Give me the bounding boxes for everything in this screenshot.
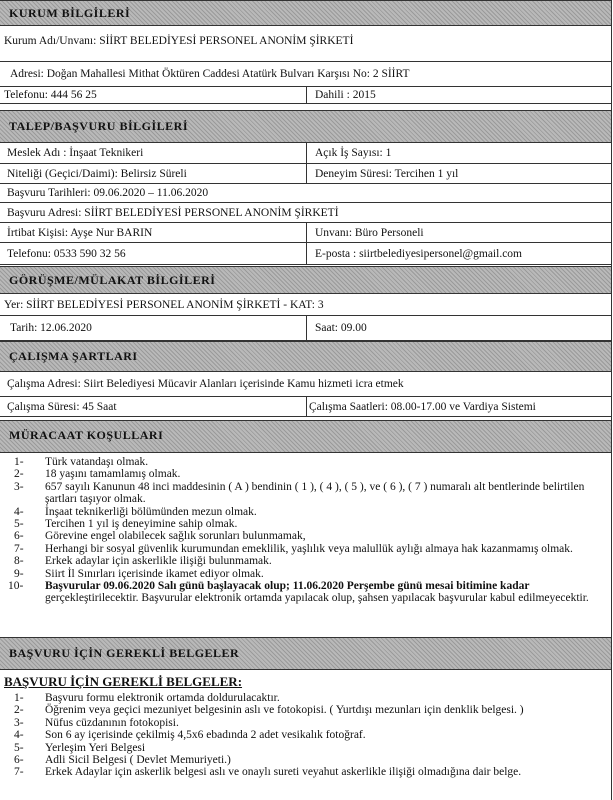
section-title: KURUM BİLGİLERİ (9, 6, 131, 20)
gorusme-saati: Saat: 09.00 (315, 322, 367, 334)
talep-row-telefon (0, 243, 612, 265)
kurum-phone: Telefonu: 444 56 25 (4, 89, 97, 101)
irtibat-unvani: Unvanı: Büro Personeli (315, 226, 424, 239)
item-number: 10- (8, 580, 24, 593)
item-text: Görevine engel olabilecek sağlık sorunları bulunmamak, (45, 530, 306, 543)
section-header-calisma (0, 341, 612, 372)
section-title: MÜRACAAT KOŞULLARI (9, 428, 164, 442)
nitelik: Niteliği (Geçici/Daimi): Belirsiz Süreli (7, 167, 187, 180)
talep-row-irtibat (0, 223, 612, 243)
kurum-name: Kurum Adı/Unvanı: SİİRT BELEDİYESİ PERSONEL ANONİM ŞİRKETİ (4, 35, 354, 47)
gorusme-yeri: Yer: SİİRT BELEDİYESİ PERSONEL ANONİM ŞİRKETİ - KAT: 3 (4, 298, 324, 311)
list-item (0, 729, 612, 741)
talep-row-nitelik (0, 164, 612, 184)
item-number: 3- (14, 480, 24, 493)
calisma-row-sure (0, 397, 612, 417)
irtibat-kisisi: İrtibat Kişisi: Ayşe Nur BARIN (7, 226, 153, 239)
list-item (0, 468, 612, 480)
calisma-adresi: Çalışma Adresi: Siirt Belediyesi Mücavir Alanları içerisinde Kamu hizmeti icra etmek (7, 378, 404, 390)
basvuru-tarihleri: Başvuru Tarihleri: 09.06.2020 – 11.06.2020 (7, 187, 209, 199)
list-item (0, 530, 612, 542)
item-number: 2- (14, 468, 24, 481)
list-item (0, 580, 612, 605)
item-number: 6- (14, 754, 24, 767)
list-item (0, 692, 612, 704)
item-number: 8- (14, 555, 24, 568)
section-title: GÖRÜŞME/MÜLAKAT BİLGİLERİ (9, 273, 216, 287)
calisma-row-adres (0, 372, 612, 397)
irtibat-eposta[interactable]: E-posta : siirtbelediyesipersonel@gmail.com (315, 247, 522, 260)
section-header-muracaat (0, 420, 612, 453)
item-text: 657 sayılı Kanunun 48 inci maddesinin ( A ) bendinin ( 1 ), ( 4 ), ( 5 ), ve ( 6 ), ( 7 ) numaralı alt bentlerinde belirtilen şartları taşıyor olmak. (45, 480, 585, 506)
gorusme-row-yer (0, 294, 612, 316)
item-text: Siirt İl Sınırları içerisinde ikamet ediyor olmak. (45, 567, 264, 580)
belgeler-list (0, 692, 612, 779)
item-number: 7- (14, 542, 24, 555)
item-number: 1- (14, 692, 24, 704)
item-number: 1- (14, 456, 24, 468)
section-header-gorusme (0, 266, 612, 294)
item-text: 18 yaşını tamamlamış olmak. (45, 468, 181, 481)
item-text: Türk vatandaşı olmak. (45, 456, 149, 468)
gorusme-tarihi: Tarih: 12.06.2020 (10, 322, 92, 334)
talep-row-tarihler (0, 184, 612, 203)
list-item (0, 704, 612, 716)
kurum-extension: Dahili : 2015 (315, 89, 376, 101)
item-number: 5- (14, 741, 24, 754)
gorusme-row-tarih (0, 316, 612, 341)
talep-row-meslek (0, 143, 612, 164)
list-item (0, 506, 612, 518)
kurum-name-row (0, 26, 612, 62)
muracaat-list (0, 456, 612, 605)
calisma-saatleri: Çalışma Saatleri: 08.00-17.00 ve Vardiya Sistemi (309, 400, 536, 413)
section-title: ÇALIŞMA ŞARTLARI (9, 349, 138, 363)
meslek-adi: Meslek Adı : İnşaat Teknikeri (7, 147, 144, 159)
list-item (0, 568, 612, 580)
item-text: İnşaat teknikerliği bölümünden mezun olmak. (45, 505, 257, 518)
section-header-kurum (0, 0, 612, 26)
item-text: Adli Sicil Belgesi ( Devlet Memuriyeti.) (45, 754, 231, 767)
item-number: 4- (14, 505, 24, 518)
item-text: Öğrenim veya geçici mezuniyet belgesinin aslı ve fotokopisi. ( Yurtdışı mezunları için denklik belgesi. ) (45, 704, 524, 717)
item-text: Son 6 ay içerisinde çekilmiş 4,5x6 ebadında 2 adet vesikalık fotoğraf. (45, 729, 366, 742)
item-number: 5- (14, 518, 24, 531)
list-item (0, 766, 612, 778)
talep-row-adres (0, 203, 612, 223)
list-item (0, 717, 612, 729)
item-text: Başvuru formu elektronik ortamda doldurulacaktır. (45, 692, 280, 704)
item-number: 2- (14, 704, 24, 717)
list-item (0, 456, 612, 468)
deneyim-suresi: Deneyim Süresi: Tercihen 1 yıl (315, 167, 459, 180)
item-text: Herhangi bir sosyal güvenlik kurumundan emeklilik, yaşlılık veya malullük aylığı almaya hak kazanmamış olmak. (45, 542, 573, 555)
calisma-suresi: Çalışma Süresi: 45 Saat (7, 400, 117, 413)
item-text: Erkek Adaylar için askerlik belgesi aslı ve onaylı sureti veyahut askerlikle ilişiği olmadığına dair belge. (45, 766, 522, 779)
list-item (0, 543, 612, 555)
list-item (0, 742, 612, 754)
item-text: Yerleşim Yeri Belgesi (45, 741, 146, 754)
item-number: 7- (14, 766, 24, 779)
item-number: 9- (14, 567, 24, 580)
list-item (0, 481, 612, 506)
section-title: BAŞVURU İÇİN GEREKLİ BELGELER (9, 646, 240, 660)
item-text-bold: Başvurular 09.06.2020 Salı günü başlayacak olup; 11.06.2020 Perşembe günü mesai bitimine kadar (45, 580, 530, 593)
item-number: 6- (14, 530, 24, 543)
list-item (0, 754, 612, 766)
section-title: TALEP/BAŞVURU BİLGİLERİ (9, 119, 188, 133)
kurum-phone-row (0, 87, 612, 104)
item-text: Erkek adaylar için askerlikle ilişiği bulunmamak. (45, 555, 272, 568)
section-header-talep (0, 110, 612, 143)
list-item (0, 518, 612, 530)
item-text: gerçekleştirilecektir. Başvurular elektronik ortamda yapılacak olup, şahsen yapılacak başvurular kabul edilmeyecektir. (45, 592, 589, 605)
item-number: 4- (14, 729, 24, 742)
item-text: Tercihen 1 yıl iş deneyimine sahip olmak. (45, 518, 238, 531)
item-text: Nüfus cüzdanının fotokopisi. (45, 716, 179, 729)
kurum-address-row (0, 62, 612, 87)
kurum-address: Adresi: Doğan Mahallesi Mithat Öktüren Caddesi Atatürk Bulvarı Karşısı No: 2 SİİRT (10, 68, 410, 80)
belgeler-subheading: BAŞVURU İÇİN GEREKLİ BELGELER: (4, 674, 243, 689)
basvuru-adresi: Başvuru Adresi: SİİRT BELEDİYESİ PERSONEL ANONİM ŞİRKETİ (7, 206, 339, 219)
item-number: 3- (14, 716, 24, 729)
irtibat-telefon: Telefonu: 0533 590 32 56 (7, 247, 126, 260)
list-item (0, 555, 612, 567)
section-header-belgeler (0, 637, 612, 670)
acik-is-sayisi: Açık İş Sayısı: 1 (315, 147, 392, 159)
